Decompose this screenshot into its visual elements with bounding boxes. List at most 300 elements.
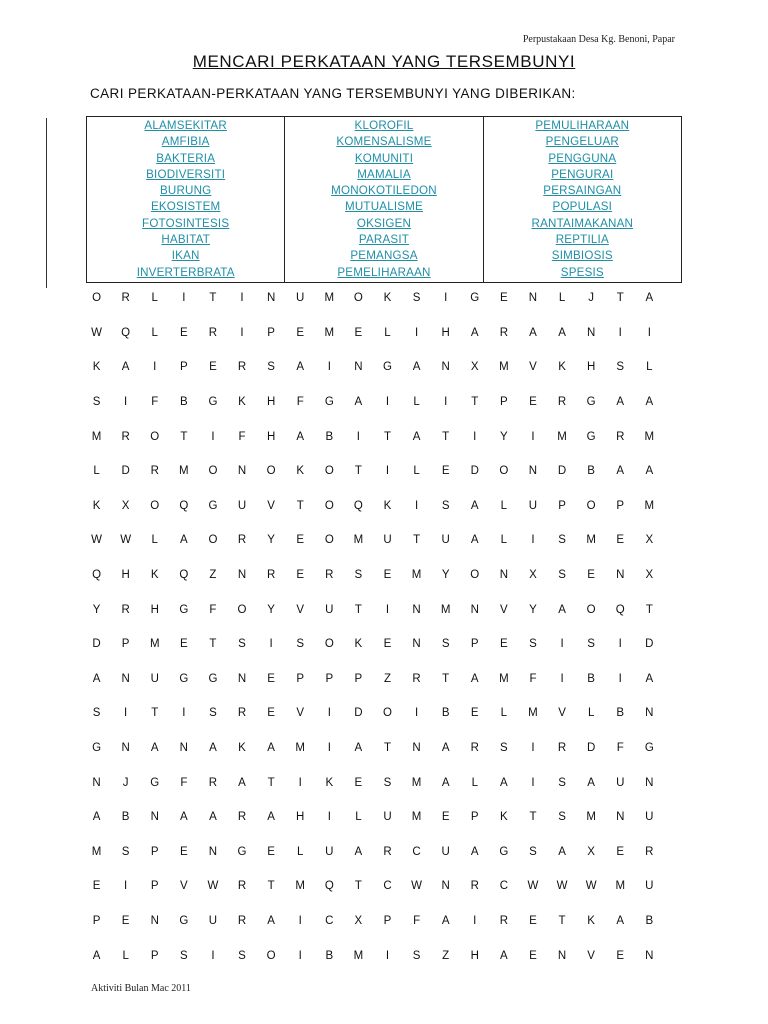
- grid-cell[interactable]: G: [179, 603, 189, 616]
- grid-cell[interactable]: I: [153, 361, 157, 374]
- grid-cell[interactable]: S: [558, 776, 566, 789]
- grid-cell[interactable]: A: [354, 742, 363, 755]
- grid-cell[interactable]: E: [441, 811, 450, 824]
- grid-cell[interactable]: R: [237, 534, 247, 547]
- grid-cell[interactable]: K: [92, 361, 101, 374]
- grid-cell[interactable]: P: [558, 499, 566, 512]
- grid-cell[interactable]: N: [645, 949, 654, 962]
- grid-cell[interactable]: R: [266, 569, 276, 582]
- grid-cell[interactable]: A: [500, 776, 508, 789]
- grid-cell[interactable]: X: [587, 845, 595, 858]
- grid-cell[interactable]: D: [645, 638, 654, 651]
- grid-cell[interactable]: S: [267, 361, 275, 374]
- grid-cell[interactable]: D: [586, 742, 596, 755]
- grid-cell[interactable]: G: [208, 396, 218, 409]
- grid-cell[interactable]: L: [500, 499, 508, 512]
- grid-cell[interactable]: O: [266, 465, 276, 478]
- grid-cell[interactable]: A: [412, 361, 421, 374]
- grid-cell[interactable]: R: [237, 880, 247, 893]
- grid-cell[interactable]: P: [296, 672, 305, 685]
- grid-cell[interactable]: B: [121, 811, 130, 824]
- word-link[interactable]: PEMELIHARAAN: [337, 265, 431, 279]
- grid-cell[interactable]: Z: [209, 569, 217, 582]
- word-link[interactable]: ALAMSEKITAR: [144, 119, 227, 132]
- grid-cell[interactable]: C: [412, 845, 421, 858]
- grid-cell[interactable]: I: [356, 430, 360, 443]
- word-link[interactable]: BAKTERIA: [156, 151, 216, 165]
- grid-cell[interactable]: G: [470, 292, 480, 305]
- grid-cell[interactable]: A: [354, 845, 363, 858]
- grid-cell[interactable]: T: [558, 914, 566, 927]
- grid-cell[interactable]: M: [586, 534, 596, 547]
- grid-cell[interactable]: I: [385, 603, 390, 616]
- grid-cell[interactable]: K: [238, 742, 246, 755]
- grid-cell[interactable]: I: [414, 326, 419, 339]
- grid-cell[interactable]: O: [237, 603, 247, 616]
- word-link[interactable]: IKAN: [171, 249, 200, 263]
- grid-cell[interactable]: I: [618, 326, 622, 339]
- grid-cell[interactable]: I: [240, 326, 244, 339]
- grid-cell[interactable]: L: [500, 707, 508, 720]
- grid-cell[interactable]: I: [327, 742, 331, 755]
- grid-cell[interactable]: L: [151, 326, 158, 339]
- grid-cell[interactable]: A: [92, 811, 101, 824]
- grid-cell[interactable]: Y: [441, 569, 450, 582]
- grid-cell[interactable]: A: [616, 396, 625, 409]
- grid-cell[interactable]: R: [383, 845, 392, 858]
- grid-cell[interactable]: P: [150, 949, 159, 962]
- grid-cell[interactable]: I: [531, 742, 535, 755]
- grid-cell[interactable]: K: [296, 465, 305, 478]
- grid-cell[interactable]: R: [557, 396, 567, 409]
- grid-cell[interactable]: G: [237, 845, 247, 858]
- word-link[interactable]: EKOSISTEM: [150, 200, 221, 214]
- grid-cell[interactable]: L: [413, 465, 420, 478]
- word-link[interactable]: RANTAIMAKANAN: [531, 216, 634, 230]
- grid-cell[interactable]: S: [179, 949, 188, 962]
- grid-cell[interactable]: L: [151, 292, 158, 305]
- grid-cell[interactable]: N: [121, 742, 130, 755]
- grid-cell[interactable]: S: [441, 499, 450, 512]
- grid-cell[interactable]: I: [124, 707, 128, 720]
- grid-cell[interactable]: R: [616, 430, 625, 443]
- grid-cell[interactable]: N: [237, 569, 247, 582]
- grid-cell[interactable]: M: [91, 430, 102, 443]
- grid-cell[interactable]: T: [180, 430, 188, 443]
- grid-cell[interactable]: B: [587, 672, 595, 685]
- grid-cell[interactable]: G: [324, 396, 334, 409]
- grid-cell[interactable]: P: [121, 638, 130, 651]
- grid-cell[interactable]: A: [296, 361, 305, 374]
- grid-cell[interactable]: S: [121, 845, 130, 858]
- grid-cell[interactable]: M: [295, 880, 305, 893]
- grid-cell[interactable]: W: [556, 880, 568, 893]
- word-link[interactable]: POPULASI: [552, 200, 613, 214]
- grid-cell[interactable]: I: [414, 707, 419, 720]
- grid-cell[interactable]: E: [529, 396, 537, 409]
- grid-cell[interactable]: I: [531, 776, 535, 789]
- grid-cell[interactable]: D: [92, 638, 101, 651]
- grid-cell[interactable]: K: [383, 499, 392, 512]
- grid-cell[interactable]: N: [645, 707, 654, 720]
- grid-cell[interactable]: D: [470, 465, 479, 478]
- grid-cell[interactable]: P: [470, 638, 479, 651]
- grid-cell[interactable]: I: [298, 914, 302, 927]
- grid-cell[interactable]: N: [470, 603, 479, 616]
- grid-cell[interactable]: T: [209, 638, 217, 651]
- grid-cell[interactable]: R: [645, 845, 654, 858]
- grid-cell[interactable]: K: [92, 499, 101, 512]
- grid-cell[interactable]: Q: [179, 569, 189, 582]
- grid-cell[interactable]: J: [588, 292, 595, 305]
- grid-cell[interactable]: I: [385, 949, 390, 962]
- grid-cell[interactable]: O: [324, 638, 334, 651]
- grid-cell[interactable]: W: [411, 880, 422, 893]
- grid-cell[interactable]: M: [179, 465, 189, 478]
- grid-cell[interactable]: U: [150, 672, 159, 685]
- grid-cell[interactable]: E: [616, 949, 625, 962]
- grid-cell[interactable]: T: [354, 465, 362, 478]
- grid-cell[interactable]: A: [470, 499, 479, 512]
- grid-cell[interactable]: A: [616, 914, 625, 927]
- grid-cell[interactable]: P: [267, 326, 275, 339]
- grid-cell[interactable]: F: [151, 396, 159, 409]
- grid-cell[interactable]: D: [121, 465, 130, 478]
- grid-cell[interactable]: L: [413, 396, 420, 409]
- grid-cell[interactable]: I: [414, 499, 419, 512]
- grid-cell[interactable]: F: [209, 603, 217, 616]
- grid-cell[interactable]: V: [500, 603, 508, 616]
- grid-cell[interactable]: I: [560, 672, 564, 685]
- word-link[interactable]: PERSAINGAN: [543, 184, 622, 198]
- grid-cell[interactable]: P: [325, 672, 334, 685]
- grid-cell[interactable]: M: [353, 949, 364, 962]
- grid-cell[interactable]: M: [499, 672, 509, 685]
- grid-cell[interactable]: W: [585, 880, 597, 893]
- grid-cell[interactable]: L: [297, 845, 304, 858]
- grid-cell[interactable]: A: [121, 361, 130, 374]
- grid-cell[interactable]: I: [211, 430, 215, 443]
- grid-cell[interactable]: E: [92, 880, 101, 893]
- grid-cell[interactable]: R: [499, 326, 509, 339]
- grid-cell[interactable]: N: [150, 811, 159, 824]
- grid-cell[interactable]: A: [179, 811, 188, 824]
- grid-cell[interactable]: O: [586, 499, 596, 512]
- grid-cell[interactable]: X: [121, 499, 130, 512]
- grid-cell[interactable]: I: [327, 361, 331, 374]
- grid-cell[interactable]: H: [150, 603, 159, 616]
- grid-cell[interactable]: S: [412, 292, 421, 305]
- grid-cell[interactable]: E: [121, 914, 130, 927]
- grid-cell[interactable]: R: [325, 569, 334, 582]
- grid-cell[interactable]: A: [616, 465, 625, 478]
- grid-cell[interactable]: R: [150, 465, 159, 478]
- grid-cell[interactable]: N: [150, 914, 159, 927]
- grid-cell[interactable]: M: [615, 880, 626, 893]
- grid-cell[interactable]: M: [411, 569, 422, 582]
- grid-cell[interactable]: R: [121, 292, 130, 305]
- grid-cell[interactable]: U: [383, 811, 392, 824]
- grid-cell[interactable]: L: [471, 776, 478, 789]
- grid-cell[interactable]: H: [296, 811, 305, 824]
- grid-cell[interactable]: O: [353, 292, 363, 305]
- grid-cell[interactable]: M: [411, 776, 422, 789]
- grid-cell[interactable]: M: [644, 499, 655, 512]
- grid-cell[interactable]: S: [238, 949, 246, 962]
- grid-cell[interactable]: I: [298, 776, 302, 789]
- grid-cell[interactable]: G: [644, 742, 654, 755]
- grid-cell[interactable]: M: [149, 638, 160, 651]
- grid-cell[interactable]: N: [586, 326, 596, 339]
- grid-cell[interactable]: S: [558, 569, 566, 582]
- grid-cell[interactable]: R: [208, 776, 218, 789]
- word-link[interactable]: KOMUNITI: [354, 151, 414, 165]
- grid-cell[interactable]: F: [180, 776, 188, 789]
- grid-cell[interactable]: G: [499, 845, 509, 858]
- grid-cell[interactable]: R: [237, 361, 247, 374]
- grid-cell[interactable]: A: [587, 776, 595, 789]
- grid-cell[interactable]: I: [473, 430, 477, 443]
- grid-cell[interactable]: T: [267, 880, 275, 893]
- grid-cell[interactable]: H: [266, 396, 276, 409]
- grid-cell[interactable]: U: [296, 292, 305, 305]
- grid-cell[interactable]: P: [179, 361, 188, 374]
- grid-cell[interactable]: G: [150, 776, 160, 789]
- grid-cell[interactable]: S: [383, 776, 392, 789]
- grid-cell[interactable]: O: [150, 499, 160, 512]
- grid-cell[interactable]: V: [296, 603, 305, 616]
- grid-cell[interactable]: S: [529, 638, 537, 651]
- grid-cell[interactable]: M: [440, 603, 451, 616]
- word-link[interactable]: SIMBIOSIS: [551, 249, 613, 263]
- grid-cell[interactable]: R: [121, 603, 130, 616]
- grid-cell[interactable]: T: [151, 707, 159, 720]
- grid-cell[interactable]: R: [121, 430, 130, 443]
- word-link[interactable]: REPTILIA: [555, 233, 609, 247]
- grid-cell[interactable]: E: [267, 845, 275, 858]
- grid-cell[interactable]: I: [240, 292, 244, 305]
- grid-cell[interactable]: A: [238, 776, 246, 789]
- grid-cell[interactable]: L: [122, 949, 129, 962]
- grid-cell[interactable]: U: [383, 534, 392, 547]
- grid-cell[interactable]: A: [645, 292, 654, 305]
- grid-cell[interactable]: A: [354, 396, 363, 409]
- grid-cell[interactable]: I: [531, 534, 535, 547]
- grid-cell[interactable]: O: [266, 949, 276, 962]
- word-link[interactable]: BIODIVERSITI: [146, 167, 226, 181]
- grid-cell[interactable]: I: [444, 396, 448, 409]
- grid-cell[interactable]: P: [616, 499, 625, 512]
- grid-cell[interactable]: W: [91, 326, 102, 339]
- grid-cell[interactable]: O: [324, 499, 334, 512]
- grid-cell[interactable]: R: [237, 811, 247, 824]
- grid-cell[interactable]: B: [441, 707, 450, 720]
- grid-cell[interactable]: H: [470, 949, 479, 962]
- grid-cell[interactable]: E: [500, 292, 508, 305]
- grid-cell[interactable]: E: [587, 569, 595, 582]
- word-link[interactable]: SPESIS: [560, 265, 604, 279]
- grid-cell[interactable]: B: [325, 430, 334, 443]
- grid-cell[interactable]: A: [470, 326, 479, 339]
- grid-cell[interactable]: N: [412, 638, 421, 651]
- grid-cell[interactable]: A: [92, 949, 101, 962]
- word-link[interactable]: PENGELUAR: [545, 135, 619, 149]
- grid-cell[interactable]: T: [209, 292, 217, 305]
- grid-cell[interactable]: G: [208, 499, 218, 512]
- grid-cell[interactable]: N: [237, 465, 247, 478]
- word-link[interactable]: PENGGUNA: [548, 151, 617, 165]
- grid-cell[interactable]: E: [267, 707, 275, 720]
- grid-cell[interactable]: A: [267, 811, 275, 824]
- word-link[interactable]: KLOROFIL: [354, 119, 414, 132]
- grid-cell[interactable]: N: [645, 776, 654, 789]
- grid-cell[interactable]: N: [208, 845, 218, 858]
- grid-cell[interactable]: O: [150, 430, 160, 443]
- grid-cell[interactable]: N: [354, 361, 363, 374]
- grid-cell[interactable]: I: [124, 880, 128, 893]
- grid-cell[interactable]: A: [441, 742, 450, 755]
- grid-cell[interactable]: R: [499, 914, 509, 927]
- grid-cell[interactable]: F: [296, 396, 304, 409]
- grid-cell[interactable]: S: [616, 361, 625, 374]
- grid-cell[interactable]: Q: [324, 880, 334, 893]
- grid-cell[interactable]: J: [122, 776, 129, 789]
- grid-cell[interactable]: S: [92, 396, 101, 409]
- grid-cell[interactable]: O: [208, 465, 218, 478]
- grid-cell[interactable]: W: [527, 880, 539, 893]
- grid-cell[interactable]: I: [385, 465, 390, 478]
- grid-cell[interactable]: I: [124, 396, 128, 409]
- grid-cell[interactable]: X: [470, 361, 479, 374]
- grid-cell[interactable]: M: [324, 292, 335, 305]
- grid-cell[interactable]: U: [645, 811, 654, 824]
- grid-cell[interactable]: S: [209, 707, 217, 720]
- grid-cell[interactable]: U: [645, 880, 654, 893]
- word-link[interactable]: MAMALIA: [357, 167, 411, 181]
- grid-cell[interactable]: U: [441, 845, 450, 858]
- grid-cell[interactable]: Z: [442, 949, 450, 962]
- grid-cell[interactable]: A: [441, 914, 450, 927]
- grid-cell[interactable]: A: [470, 534, 479, 547]
- grid-cell[interactable]: A: [558, 845, 566, 858]
- grid-cell[interactable]: N: [412, 742, 421, 755]
- grid-cell[interactable]: Y: [267, 603, 275, 616]
- grid-cell[interactable]: B: [616, 707, 625, 720]
- grid-cell[interactable]: Y: [92, 603, 101, 616]
- grid-cell[interactable]: L: [93, 465, 100, 478]
- grid-cell[interactable]: E: [354, 326, 363, 339]
- grid-cell[interactable]: I: [182, 707, 186, 720]
- word-link[interactable]: HABITAT: [161, 233, 210, 247]
- grid-cell[interactable]: E: [529, 949, 537, 962]
- grid-cell[interactable]: T: [383, 430, 391, 443]
- grid-cell[interactable]: O: [92, 292, 102, 305]
- grid-cell[interactable]: L: [355, 811, 362, 824]
- grid-cell[interactable]: E: [179, 845, 188, 858]
- grid-cell[interactable]: F: [529, 672, 537, 685]
- grid-cell[interactable]: Q: [353, 499, 363, 512]
- grid-cell[interactable]: K: [558, 361, 566, 374]
- grid-cell[interactable]: L: [646, 361, 653, 374]
- grid-cell[interactable]: R: [208, 326, 218, 339]
- grid-cell[interactable]: A: [441, 776, 450, 789]
- grid-cell[interactable]: Q: [179, 499, 189, 512]
- grid-cell[interactable]: I: [327, 707, 331, 720]
- grid-cell[interactable]: F: [238, 430, 246, 443]
- grid-cell[interactable]: V: [267, 499, 275, 512]
- grid-cell[interactable]: S: [296, 638, 305, 651]
- grid-cell[interactable]: N: [266, 292, 276, 305]
- grid-cell[interactable]: N: [616, 569, 625, 582]
- grid-cell[interactable]: U: [325, 603, 334, 616]
- grid-cell[interactable]: M: [295, 742, 305, 755]
- word-link[interactable]: PARASIT: [358, 233, 410, 247]
- grid-cell[interactable]: E: [296, 326, 305, 339]
- grid-cell[interactable]: A: [558, 326, 566, 339]
- word-link[interactable]: BURUNG: [159, 184, 212, 198]
- grid-cell[interactable]: E: [179, 638, 188, 651]
- grid-cell[interactable]: T: [296, 499, 304, 512]
- grid-cell[interactable]: A: [645, 672, 654, 685]
- word-link[interactable]: PEMULIHARAAN: [535, 119, 630, 132]
- grid-cell[interactable]: I: [269, 638, 273, 651]
- grid-cell[interactable]: I: [182, 292, 186, 305]
- grid-cell[interactable]: P: [92, 914, 101, 927]
- grid-cell[interactable]: M: [644, 430, 655, 443]
- grid-cell[interactable]: E: [470, 707, 479, 720]
- grid-cell[interactable]: W: [207, 880, 219, 893]
- grid-cell[interactable]: A: [470, 672, 479, 685]
- grid-cell[interactable]: Q: [121, 326, 131, 339]
- grid-cell[interactable]: S: [500, 742, 508, 755]
- grid-cell[interactable]: U: [325, 845, 334, 858]
- grid-cell[interactable]: L: [558, 292, 566, 305]
- grid-cell[interactable]: E: [616, 534, 625, 547]
- grid-cell[interactable]: O: [324, 534, 334, 547]
- grid-cell[interactable]: Y: [267, 534, 275, 547]
- grid-cell[interactable]: E: [383, 638, 392, 651]
- grid-cell[interactable]: N: [528, 465, 538, 478]
- grid-cell[interactable]: I: [560, 638, 564, 651]
- grid-cell[interactable]: Z: [383, 672, 391, 685]
- grid-cell[interactable]: K: [150, 569, 159, 582]
- grid-cell[interactable]: I: [618, 672, 622, 685]
- grid-cell[interactable]: T: [442, 672, 450, 685]
- grid-cell[interactable]: X: [529, 569, 537, 582]
- grid-cell[interactable]: T: [413, 534, 421, 547]
- word-link[interactable]: AMFIBIA: [161, 135, 210, 149]
- grid-cell[interactable]: Q: [615, 603, 625, 616]
- grid-cell[interactable]: A: [500, 949, 508, 962]
- grid-cell[interactable]: N: [179, 742, 188, 755]
- grid-cell[interactable]: P: [470, 811, 479, 824]
- grid-cell[interactable]: T: [645, 603, 653, 616]
- grid-cell[interactable]: T: [267, 776, 275, 789]
- grid-cell[interactable]: H: [586, 361, 596, 374]
- grid-cell[interactable]: S: [587, 638, 595, 651]
- grid-cell[interactable]: R: [412, 672, 421, 685]
- grid-cell[interactable]: N: [528, 292, 538, 305]
- grid-cell[interactable]: E: [179, 326, 188, 339]
- grid-cell[interactable]: C: [499, 880, 509, 893]
- grid-cell[interactable]: I: [385, 396, 390, 409]
- grid-cell[interactable]: P: [500, 396, 508, 409]
- grid-cell[interactable]: E: [267, 672, 275, 685]
- grid-cell[interactable]: U: [237, 499, 247, 512]
- grid-cell[interactable]: N: [441, 361, 450, 374]
- grid-cell[interactable]: A: [529, 326, 537, 339]
- grid-cell[interactable]: L: [384, 326, 391, 339]
